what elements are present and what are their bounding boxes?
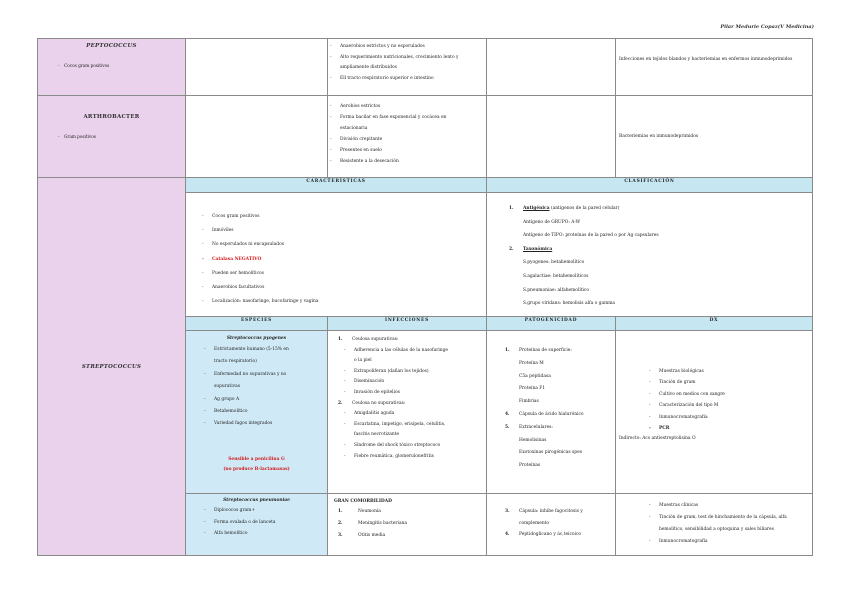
- author-name: Pilar Medurie Copaz(V Medicina): [720, 24, 814, 30]
- list-item: - Aerobios estrictos: [328, 101, 486, 112]
- list-item: - Forma bacilar en fase exponencial y cocácea en: [328, 112, 486, 123]
- grancomorbilidad-cell: [328, 494, 487, 556]
- empty-cell: [186, 96, 328, 178]
- species-title: Streptococcus pneumoniae: [223, 498, 290, 503]
- pneumo-dx-list: [619, 500, 812, 548]
- list-item: S.pyogenes: betahemolítico: [523, 260, 585, 266]
- header-patogenicidad: PATOGENICIDAD: [487, 317, 616, 331]
- list-item: S.pneumoniae: alfahemolítico: [523, 287, 590, 293]
- org-cell-arthrobacter: [38, 96, 186, 178]
- pato-h5: 5. Extracelulares:: [505, 424, 553, 430]
- list-item: ampliamente distribuidos: [340, 65, 397, 70]
- list-item: 4. Peptidoglicano y ác,teicoico: [505, 532, 582, 537]
- grancomorbilidad-title: GRAN COMORBILIDAD: [334, 499, 392, 504]
- list-item: - Alfa hemolítico: [202, 528, 327, 540]
- pato-h1: 1. Proteínas de superficie:: [505, 348, 572, 353]
- list-item: Proteína F1: [519, 386, 546, 392]
- pneumoniae-list: [202, 505, 327, 540]
- clasif-antigenica: 1. Antigénica (antígenos de la pared celular): [509, 206, 620, 211]
- empty-cell: [487, 96, 616, 178]
- list-item: - Diplococos gram+: [202, 505, 327, 517]
- summary-table: [37, 38, 813, 556]
- clasificacion-cell: [487, 193, 813, 317]
- list-item: supurativas: [214, 384, 240, 390]
- list-item: - División crepitante: [328, 134, 486, 145]
- list-item: - Muestras clínicas: [647, 500, 812, 512]
- pneumoniae-cell: [186, 494, 328, 556]
- infecciones-list-2: [332, 409, 484, 462]
- list-item: S.agalactiae: betahemolíticos: [523, 273, 589, 279]
- list-item: hemolítico, sensibilidad a optoquina y sales biliares: [659, 527, 774, 532]
- list-item: Proteínas: [519, 463, 541, 469]
- list-item: - Extrapoliferan (dañan los tejidos): [342, 367, 484, 378]
- list-item: - Escarlatina, impetigo, erisipela, celulitis,: [342, 420, 484, 431]
- row-strep-header: [38, 178, 813, 193]
- row-peptococcus: [38, 39, 813, 96]
- pneumo-pato-cell: [487, 494, 616, 556]
- list-item: - Alto requerimiento nutricionales, crecimiento lento y: [328, 53, 486, 64]
- caracteristicas-cell: [186, 193, 487, 317]
- list-item: - Inmóviles: [200, 224, 486, 238]
- list-item: - Adherencia a las células de la nasofaringe: [342, 346, 484, 357]
- header-especies: ESPECIES: [186, 317, 328, 331]
- list-item: - Variedad fagos integrados: [202, 418, 327, 430]
- org-name: STREPTOCOCCUS: [81, 363, 142, 370]
- list-item: - Fiebre reumática, glomerulonefritis: [342, 452, 484, 463]
- sensible-note: Sensible a penicilina G: [228, 456, 285, 462]
- list-item: 2. Meningitis bacteriana: [338, 521, 408, 526]
- caracteristicas-list: [200, 210, 486, 309]
- list-item: - Cultivo en medios con sangre: [647, 389, 810, 400]
- list-item: - No esporulados ni encapsulados: [200, 238, 486, 252]
- header-dx: DX: [616, 317, 813, 331]
- list-item: o la piel: [354, 358, 372, 364]
- list-item: - Presentes en suelo: [328, 145, 486, 156]
- infections-cell: [616, 96, 813, 178]
- list-item: - Diseminación: [342, 377, 484, 388]
- list-item: Antígeno de TIPO: proteínas de la pared o por Ag capsulares: [523, 233, 659, 239]
- list-item: fascitis necrotizante: [354, 432, 400, 438]
- sensible-note-2: (no produce B-lactamasas): [223, 466, 290, 472]
- list-item: tracto respiratorio): [214, 359, 257, 365]
- empty-cell: [186, 39, 328, 96]
- list-item: - Ell tracto respiratorio superior e intestino: [328, 74, 486, 85]
- infections-text: Infecciones en tejidos blandos y bacteriemias en enfermos inmunodeprimidos: [619, 57, 793, 62]
- list-item: - Forma ovalada o de lanceta: [202, 517, 327, 529]
- pneumo-dx-cell: [616, 494, 813, 556]
- org-sub: - Gram positivos: [38, 134, 185, 139]
- species-title: Streptococcus pyogenes: [226, 336, 287, 341]
- list-item: S.grupo viridans: hemolisis alfa o gamma: [523, 301, 616, 307]
- list-item: - Inmunocromatografía: [647, 412, 810, 423]
- list-item: estacionaria: [340, 126, 368, 131]
- infections-text: Bacteriemias en inmunodeprimidos: [619, 134, 699, 139]
- list-item: - Cocos gram positivos: [200, 210, 486, 224]
- list-item: 3. Otitis media: [338, 533, 386, 538]
- list-item: - Ag grupo A: [202, 394, 327, 406]
- list-item: - Estrictamente humano (5-15% en: [202, 344, 327, 356]
- list-item: - Anaerobios estrictos y no esporulados: [328, 42, 486, 53]
- list-item: - Pueden ser hemolíticos: [200, 267, 486, 281]
- features-cell: [328, 96, 487, 178]
- header-clasificacion: CLASIFICACIÓN: [487, 178, 813, 193]
- list-item: C5a peptidasa: [519, 373, 551, 379]
- list-item: - Muestras biológicas: [647, 366, 810, 377]
- pato-h4: 4. Cápsula de ácido hialurónico: [505, 411, 584, 417]
- org-cell-peptococcus: [38, 39, 186, 96]
- org-name: ARTHROBACTER: [83, 114, 140, 120]
- list-item: - PCR: [647, 423, 810, 434]
- list-item: complemento: [519, 520, 550, 526]
- list-item: Hemolisinas: [519, 437, 547, 443]
- dx-cell: [616, 331, 813, 494]
- features-list: [328, 42, 486, 84]
- features-list: [328, 101, 486, 167]
- list-item: 3. Cápsula: inhibe fagocitosis y: [505, 509, 583, 514]
- org-name: PEPTOCOCCUS: [86, 43, 137, 49]
- infecciones-cell: [328, 331, 487, 494]
- dx-indirecto: Indirecto: Acs antiestreptolisina O: [619, 436, 696, 442]
- row-arthrobacter: [38, 96, 813, 178]
- header-infecciones: INFECCIONES: [328, 317, 487, 331]
- infections-cell: [616, 39, 813, 96]
- list-item: - Anaerobios facultativos: [200, 281, 486, 295]
- list-item: - Amigdalitis aguda: [342, 409, 484, 420]
- pyogenes-list: [202, 344, 327, 431]
- list-item: - Tinción de gram: [647, 377, 810, 388]
- features-cell: [328, 39, 487, 96]
- dx-list: [619, 366, 810, 434]
- list-item: 1. Neumonía: [338, 509, 381, 514]
- patogenicidad-cell: [487, 331, 616, 494]
- list-item: - Localización: nasofaringe, bucofaringe y vagina: [200, 295, 486, 309]
- infecciones-list-1: [332, 346, 484, 399]
- org-cell-streptococcus: [38, 178, 186, 556]
- infecciones-h1: 1. Ceulosa supurativas:: [338, 337, 399, 342]
- list-item: Proteína M: [519, 360, 544, 366]
- list-item: - Tinción de gram, test de hinchamiento de la cápsula, alfa: [647, 512, 812, 524]
- list-item: - Invasión de epitelios: [342, 388, 484, 399]
- list-item: - Betahemolítico: [202, 406, 327, 418]
- empty-cell: [487, 39, 616, 96]
- list-item: - Inmunocromatografía: [647, 536, 812, 548]
- list-item: - Síndrome del shock tóxico streptococo: [342, 441, 484, 452]
- pyogenes-cell: [186, 331, 328, 494]
- list-item: - Catalasa NEGATIVO: [200, 253, 486, 267]
- org-sub: - Cocos gram positivos: [38, 63, 185, 68]
- list-item: Fimbrias: [519, 399, 539, 405]
- list-item: - Caracterización del tipo M: [647, 400, 810, 411]
- infecciones-h2: 2. Ceulosa no supurativas:: [338, 400, 406, 406]
- header-caracteristicas: CARACTERÍSTICAS: [186, 178, 487, 193]
- list-item: Exotoxinas pirogénicas spes: [519, 450, 582, 456]
- list-item: Antígeno de GRUPO: A-W: [523, 219, 581, 225]
- list-item: - Enfermedad no supurativas y no: [202, 369, 327, 381]
- list-item: - Resistente a la desecación: [328, 156, 486, 167]
- clasif-taxonomica: 2. Taxonómica: [509, 246, 553, 252]
